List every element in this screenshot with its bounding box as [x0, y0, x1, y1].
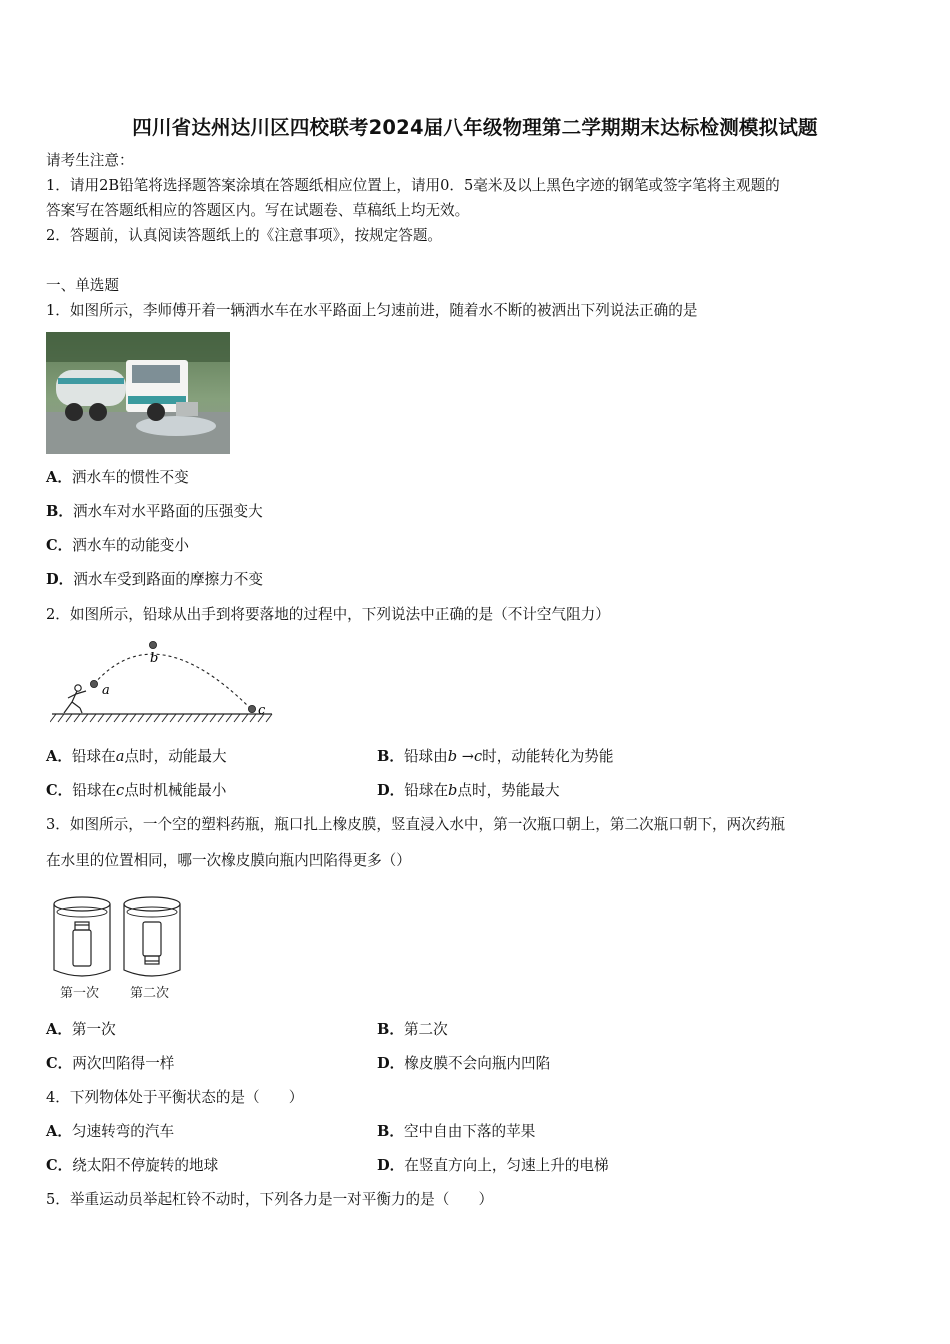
option-variable: b — [448, 782, 458, 799]
option-text: 绕太阳不停旋转的地球 — [72, 1157, 219, 1174]
question-3-stem: 在水里的位置相同，哪一次橡皮膜向瓶内凹陷得更多（） — [46, 852, 411, 869]
notice-heading: 请考生注意： — [46, 152, 134, 169]
question-4-option-d[interactable] — [377, 1156, 609, 1176]
ball-b — [149, 641, 156, 648]
option-label: D． — [377, 1157, 405, 1174]
thrower-figure — [64, 685, 86, 713]
option-text: 洒水车的惯性不变 — [71, 469, 189, 486]
option-text: 点时，动能最大 — [124, 748, 227, 765]
option-text: 时，动能转化为势能 — [482, 748, 614, 765]
option-text: 铅球由 — [403, 748, 448, 765]
option-text: 洒水车受到路面的摩擦力不变 — [73, 571, 263, 588]
option-text: 铅球在 — [404, 782, 449, 799]
question-4-stem: 4．下列物体处于平衡状态的是（ ） — [46, 1089, 304, 1106]
question-1-stem: 1．如图所示，李师傅开着一辆洒水车在水平路面上匀速前进，随着水不断的被洒出下列说法正确的是 — [46, 302, 698, 319]
ball-a — [90, 680, 97, 687]
question-4-option-b[interactable] — [377, 1122, 535, 1142]
question-3-option-c[interactable] — [46, 1054, 174, 1074]
option-label: C． — [46, 1055, 73, 1072]
option-label: D． — [377, 1055, 405, 1072]
option-variable: a — [115, 748, 125, 765]
option-label: D． — [46, 571, 74, 588]
question-2-stem: 2．如图所示，铅球从出手到将要落地的过程中，下列说法中正确的是（不计空气阻力） — [46, 606, 610, 623]
question-1-option-a[interactable] — [46, 468, 189, 488]
question-3-option-b[interactable] — [377, 1020, 448, 1040]
option-text: 铅球在 — [72, 782, 117, 799]
option-label: C． — [46, 537, 73, 554]
option-text: 点时机械能最小 — [124, 782, 227, 799]
figure-label-first: 第一次 — [60, 986, 100, 1001]
option-label: B． — [377, 748, 404, 765]
option-label: D． — [377, 782, 405, 799]
option-label: B． — [377, 1123, 404, 1140]
option-label: A． — [46, 469, 72, 486]
option-text: 第一次 — [71, 1021, 116, 1038]
question-2-option-c[interactable] — [46, 781, 226, 801]
question-2-option-a[interactable] — [46, 747, 227, 767]
question-1-option-b[interactable] — [46, 502, 263, 522]
option-label: B． — [377, 1021, 404, 1038]
label-c: c — [258, 703, 266, 718]
notice-item: 1．请用2B铅笔将选择题答案涂填在答题纸相应位置上，请用0．5毫米及以上黑色字迹的钢笔或签字笔将主观题的 — [46, 177, 780, 194]
notice-item: 2．答题前，认真阅读答题纸上的《注意事项》，按规定答题。 — [46, 227, 443, 244]
sprinkler-truck-photo — [46, 332, 230, 454]
option-label: C． — [46, 1157, 73, 1174]
question-5-stem: 5．举重运动员举起杠铃不动时，下列各力是一对平衡力的是（ ） — [46, 1191, 494, 1208]
option-text: 匀速转弯的汽车 — [71, 1123, 175, 1140]
option-label: B． — [46, 503, 73, 520]
option-text: 洒水车对水平路面的压强变大 — [72, 503, 263, 520]
question-1-option-d[interactable] — [46, 570, 263, 590]
question-3-option-d[interactable] — [377, 1054, 550, 1074]
question-4-option-c[interactable] — [46, 1156, 218, 1176]
option-label: A． — [46, 1021, 72, 1038]
question-2-option-b[interactable] — [377, 747, 613, 767]
ball-c — [248, 705, 255, 712]
question-3-option-a[interactable] — [46, 1020, 116, 1040]
shot-put-trajectory-diagram — [50, 636, 276, 728]
question-2-option-d[interactable] — [377, 781, 560, 801]
option-label: C． — [46, 782, 73, 799]
section-heading: 一、单选题 — [46, 277, 119, 294]
option-text: 空中自由下落的苹果 — [403, 1123, 536, 1140]
notice-item: 答案写在答题纸相应的答题区内。写在试题卷、草稿纸上均无效。 — [46, 202, 470, 219]
option-text: 在竖直方向上，匀速上升的电梯 — [404, 1157, 609, 1174]
option-text: 橡皮膜不会向瓶内凹陷 — [404, 1055, 551, 1072]
question-3-stem: 3．如图所示，一个空的塑料药瓶，瓶口扎上橡皮膜，竖直浸入水中，第一次瓶口朝上，第二次瓶口朝下，两次药瓶 — [46, 816, 785, 833]
label-b: b — [150, 651, 159, 666]
page-title: 四川省达州达川区四校联考2024届八年级物理第二学期期末达标检测模拟试题 — [132, 116, 818, 139]
option-text: 两次凹陷得一样 — [72, 1055, 175, 1072]
option-text: 洒水车的动能变小 — [72, 537, 189, 554]
option-text: 点时，势能最大 — [457, 782, 560, 799]
question-1-option-c[interactable] — [46, 536, 189, 556]
option-variable: b →c — [447, 748, 483, 765]
label-a: a — [102, 683, 110, 698]
option-text: 铅球在 — [71, 748, 116, 765]
option-variable: c — [116, 782, 125, 799]
option-label: A． — [46, 748, 72, 765]
medicine-bottle-diagram — [48, 890, 188, 1004]
option-label: A． — [46, 1123, 72, 1140]
question-4-option-a[interactable] — [46, 1122, 174, 1142]
option-text: 第二次 — [403, 1021, 448, 1038]
figure-label-second: 第二次 — [130, 986, 170, 1001]
